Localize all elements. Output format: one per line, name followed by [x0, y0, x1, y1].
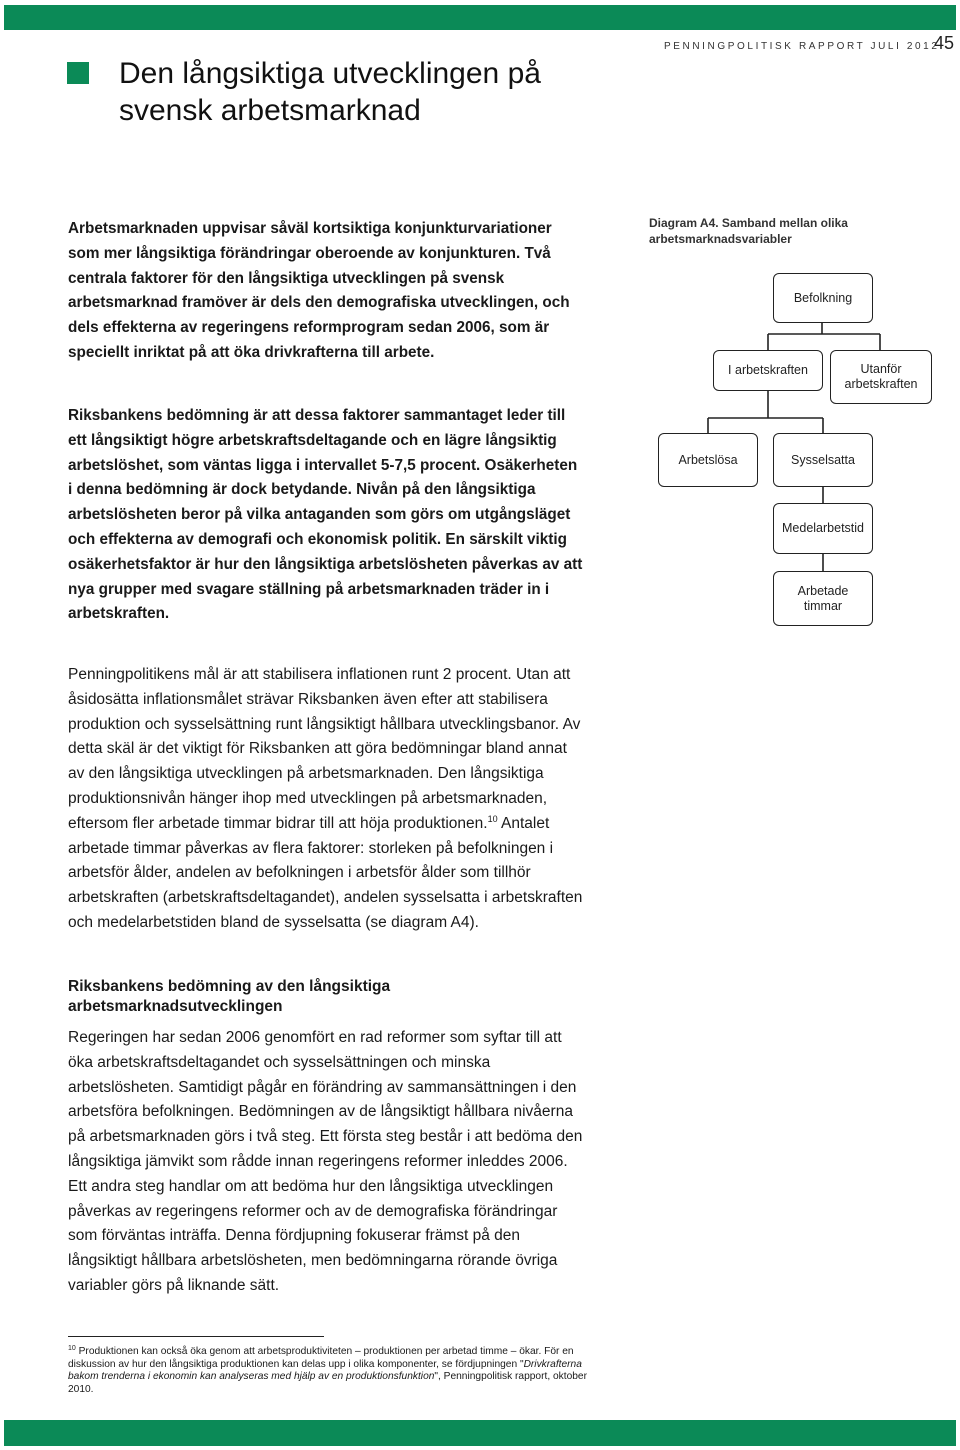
labour-market-diagram: [640, 260, 940, 640]
footnote-divider: [68, 1336, 324, 1337]
footnote-text-end: ", Penningpolitisk rapport, oktober 2010.: [68, 1371, 587, 1395]
section-subheading: Riksbankens bedömning av den långsiktiga arbetsmarknadsutvecklingen: [68, 978, 391, 1015]
lead-paragraph-2: Riksbankens bedömning är att dessa faktorer sammantaget leder till ett långsiktigt högre arbetskraftsdeltagande och en lägre långsiktig arbetslöshet, som väntas ligga i intervallet 5-7,5 procent. Osäkerheten i denna bedömning är dock betydande. Nivån på den långsiktiga arbetslösheten beror på vilka antaganden som görs om utgångsläget och effekterna av demografi och ekonomisk politik. En särskilt viktig osäkerhetsfaktor är hur den långsiktiga arbetslösheten påverkas av att nya grupper med svagare ställning på arbetsmarknaden träder in i arbetskraften.: [68, 407, 583, 623]
footnote-number: 10: [68, 1345, 76, 1352]
top-color-bar: [4, 5, 956, 30]
lead-paragraph-1: Arbetsmarknaden uppvisar såväl kortsiktiga konjunkturvariationer som mer långsiktiga förändringar oberoende av konjunkturen. Två centrala faktorer för den långsiktiga utvecklingen på svensk arbetsmarknad framöver är dels den demografiska utvecklingen, och dels effekterna av regeringens reformprogram sedan 2006, som är speciellt inriktat på att öka drivkrafterna till arbete.: [68, 220, 570, 361]
box-arbetslosa: Arbetslösa: [658, 433, 758, 487]
footnote-text-start: Produktionen kan också öka genom att arbetsproduktiviteten – produktionen per arbetad timme – ökar. För en diskussion av hur den långsiktiga produktionen kan delas upp i olika komponenter, se fördjupningen ": [68, 1346, 574, 1370]
box-utanfor-arbetskraften: Utanför arbetskraften: [830, 350, 932, 404]
box-medelarbetstid: Medelarbetstid: [773, 503, 873, 554]
section-bullet-square: [67, 62, 89, 84]
box-befolkning: Befolkning: [773, 273, 873, 323]
box-i-arbetskraften: I arbetskraften: [713, 350, 823, 391]
box-sysselsatta: Sysselsatta: [773, 433, 873, 487]
page-title-line-2: svensk arbetsmarknad: [119, 94, 421, 127]
page-title: [119, 55, 639, 129]
body-paragraph-1-start: Penningpolitikens mål är att stabilisera inflationen runt 2 procent. Utan att åsidosätta inflationsmålet strävar Riksbanken även efter att stabilisera produktion och sysselsättning runt långsiktigt hållbara utvecklingsbanor. Av detta skäl är det viktigt för Riksbanken att göra bedömningar bland annat av den långsiktiga utvecklingen på arbetsmarknaden. Den långsiktiga produktionsnivån hänger ihop med utvecklingen på arbetsmarknaden, eftersom fler arbetade timmar bidrar till att höja produktionen.: [68, 666, 581, 832]
body-paragraph-1: [68, 663, 583, 936]
page-title-line-1: Den långsiktiga utvecklingen på: [119, 57, 541, 90]
figure-caption: Diagram A4. Samband mellan olika arbetsmarknadsvariabler: [649, 216, 848, 246]
box-arbetade-timmar: Arbetade timmar: [773, 571, 873, 626]
bottom-color-bar: [4, 1420, 956, 1446]
footnote-text-italic: Drivkrafterna bakom trenderna i ekonomin kan analyseras med hjälp av en produktionsfunktion: [68, 1358, 582, 1383]
body-paragraph-2: Regeringen har sedan 2006 genomfört en rad reformer som syftar till att öka arbetskraftsdeltagandet och sysselsättningen och minska arbetslösheten. Samtidigt pågår en förändring av sammansättningen i den arbetsföra befolkningen. Bedömningen av de långsiktigt hållbara nivåerna på arbetsmarknaden görs i två steg. Ett första steg består i att bedöma den långsiktiga jämvikt som rådde innan regeringens reformer inleddes 2006. Ett andra steg handlar om att bedöma hur den långsiktiga utvecklingen påverkas av regeringens reformer och av de demografiska förändringar som förväntas inträffa. Denna fördjupning fokuserar främst på den långsiktigt hållbara arbetslösheten, men bedömningarna rörande övriga variabler görs på liknande sätt.: [68, 1029, 583, 1294]
page-number: 45: [934, 33, 955, 53]
body-paragraph-1-end: Antalet arbetade timmar påverkas av flera faktorer: storleken på befolkningen i arbetsför ålder, andelen av befolkningen i arbetsför ålder som tillhör arbetskraften (arbetskraftsdeltagandet), andelen sysselsatta i arbetskraften och medelarbetstiden bland de sysselsatta (se diagram A4).: [68, 814, 583, 931]
running-head: PENNINGPOLITISK RAPPORT JULI 2012: [664, 41, 940, 52]
footnote-reference[interactable]: 10: [487, 813, 498, 824]
footnote: [68, 1343, 588, 1396]
